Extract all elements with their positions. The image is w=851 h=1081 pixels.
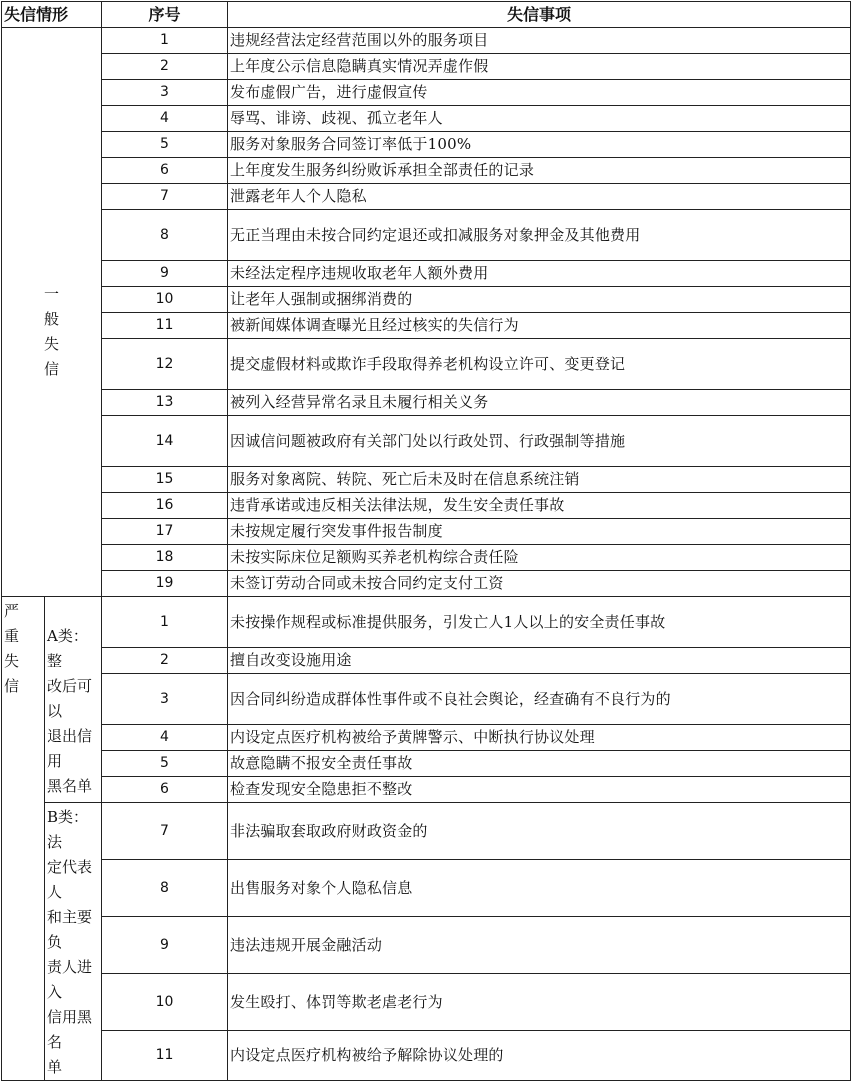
row-text: 出售服务对象个人隐私信息 <box>228 860 851 917</box>
row-number: 4 <box>102 725 228 751</box>
row-number: 19 <box>102 571 228 597</box>
table-row <box>2 974 851 1031</box>
row-text: 故意隐瞒不报安全责任事故 <box>228 751 851 777</box>
row-number: 5 <box>102 751 228 777</box>
row-number: 3 <box>102 674 228 725</box>
row-text: 上年度公示信息隐瞒真实情况弄虚作假 <box>228 54 851 80</box>
row-number: 2 <box>102 54 228 80</box>
row-text: 违法违规开展金融活动 <box>228 917 851 974</box>
row-number: 7 <box>102 184 228 210</box>
table-row <box>2 184 851 210</box>
row-text: 擅自改变设施用途 <box>228 648 851 674</box>
row-number: 1 <box>102 597 228 648</box>
header-item: 失信事项 <box>228 2 851 28</box>
row-text: 违规经营法定经营范围以外的服务项目 <box>228 28 851 54</box>
serious-label: 严 重 失 信 <box>2 597 45 1081</box>
table-row <box>2 80 851 106</box>
table-row <box>2 390 851 416</box>
table-row <box>2 860 851 917</box>
row-number: 1 <box>102 28 228 54</box>
row-text: 违背承诺或违反相关法律法规，发生安全责任事故 <box>228 493 851 519</box>
table-row <box>2 416 851 467</box>
general-label: 一 般 失 信 <box>2 28 102 597</box>
row-text: 未签订劳动合同或未按合同约定支付工资 <box>228 571 851 597</box>
table-row <box>2 106 851 132</box>
row-number: 7 <box>102 803 228 860</box>
row-number: 6 <box>102 158 228 184</box>
row-text: 未经法定程序违规收取老年人额外费用 <box>228 261 851 287</box>
row-number: 17 <box>102 519 228 545</box>
row-number: 9 <box>102 917 228 974</box>
row-text: 发生殴打、体罚等欺老虐老行为 <box>228 974 851 1031</box>
row-text <box>228 210 851 261</box>
row-number: 11 <box>102 1031 228 1081</box>
row-text <box>228 674 851 725</box>
row-number: 12 <box>102 339 228 390</box>
row-text-content: 提交虚假材料或欺诈手段取得养老机构设立许可、变更登记 <box>230 354 626 373</box>
row-text: 未按规定履行突发事件报告制度 <box>228 519 851 545</box>
table-row <box>2 1031 851 1081</box>
header-row <box>2 2 851 28</box>
row-text: 内设定点医疗机构被给予黄牌警示、中断执行协议处理 <box>228 725 851 751</box>
row-text: 上年度发生服务纠纷败诉承担全部责任的记录 <box>228 158 851 184</box>
row-number: 11 <box>102 313 228 339</box>
header-seq: 序号 <box>102 2 228 28</box>
row-number: 8 <box>102 210 228 261</box>
row-number: 9 <box>102 261 228 287</box>
table-row <box>2 210 851 261</box>
table-row <box>2 313 851 339</box>
table-row <box>2 725 851 751</box>
row-number: 8 <box>102 860 228 917</box>
row-text <box>228 416 851 467</box>
table-row <box>2 571 851 597</box>
table-row <box>2 132 851 158</box>
row-number: 5 <box>102 132 228 158</box>
row-text: 被新闻媒体调查曝光且经过核实的失信行为 <box>228 313 851 339</box>
table-row <box>2 751 851 777</box>
row-text: 检查发现安全隐患拒不整改 <box>228 777 851 803</box>
table-row <box>2 917 851 974</box>
group-a-label: A类：整 改后可以 退出信用 黑名单 <box>45 597 102 803</box>
table-row <box>2 803 851 860</box>
row-text: 发布虚假广告，进行虚假宣传 <box>228 80 851 106</box>
group-b-label: B类：法 定代表人 和主要负 责人进入 信用黑名 单 <box>45 803 102 1081</box>
table-row <box>2 519 851 545</box>
table-row <box>2 597 851 648</box>
row-text: 内设定点医疗机构被给予解除协议处理的 <box>228 1031 851 1081</box>
row-number: 15 <box>102 467 228 493</box>
table-row <box>2 545 851 571</box>
table-row <box>2 674 851 725</box>
row-text: 服务对象服务合同签订率低于100% <box>228 132 851 158</box>
row-text-content: 因合同纠纷造成群体性事件或不良社会舆论，经查确有不良行为的 <box>230 689 671 708</box>
row-number: 18 <box>102 545 228 571</box>
table-row <box>2 648 851 674</box>
row-text: 泄露老年人个人隐私 <box>228 184 851 210</box>
row-text <box>228 339 851 390</box>
table-row <box>2 467 851 493</box>
row-text-content: 无正当理由未按合同约定退还或扣减服务对象押金及其他费用 <box>230 225 641 244</box>
table-row <box>2 158 851 184</box>
table-row <box>2 261 851 287</box>
row-text: 服务对象离院、转院、死亡后未及时在信息系统注销 <box>228 467 851 493</box>
row-text-content: 因诚信问题被政府有关部门处以行政处罚、行政强制等措施 <box>230 431 626 450</box>
header-situation: 失信情形 <box>2 2 102 28</box>
row-text: 让老年人强制或捆绑消费的 <box>228 287 851 313</box>
table-row <box>2 287 851 313</box>
row-text-content: 未按操作规程或标准提供服务，引发亡人1人以上的安全责任事故 <box>230 612 666 631</box>
table-row <box>2 54 851 80</box>
row-number: 10 <box>102 974 228 1031</box>
row-number: 14 <box>102 416 228 467</box>
row-number: 4 <box>102 106 228 132</box>
row-text: 辱骂、诽谤、歧视、孤立老年人 <box>228 106 851 132</box>
row-number: 3 <box>102 80 228 106</box>
row-number: 13 <box>102 390 228 416</box>
table-row <box>2 493 851 519</box>
row-number: 2 <box>102 648 228 674</box>
credit-table <box>1 1 851 1081</box>
row-text: 被列入经营异常名录且未履行相关义务 <box>228 390 851 416</box>
row-text <box>228 597 851 648</box>
row-number: 6 <box>102 777 228 803</box>
table-row <box>2 339 851 390</box>
row-text: 未按实际床位足额购买养老机构综合责任险 <box>228 545 851 571</box>
row-text: 非法骗取套取政府财政资金的 <box>228 803 851 860</box>
table-row <box>2 777 851 803</box>
table-row <box>2 28 851 54</box>
row-number: 16 <box>102 493 228 519</box>
row-number: 10 <box>102 287 228 313</box>
